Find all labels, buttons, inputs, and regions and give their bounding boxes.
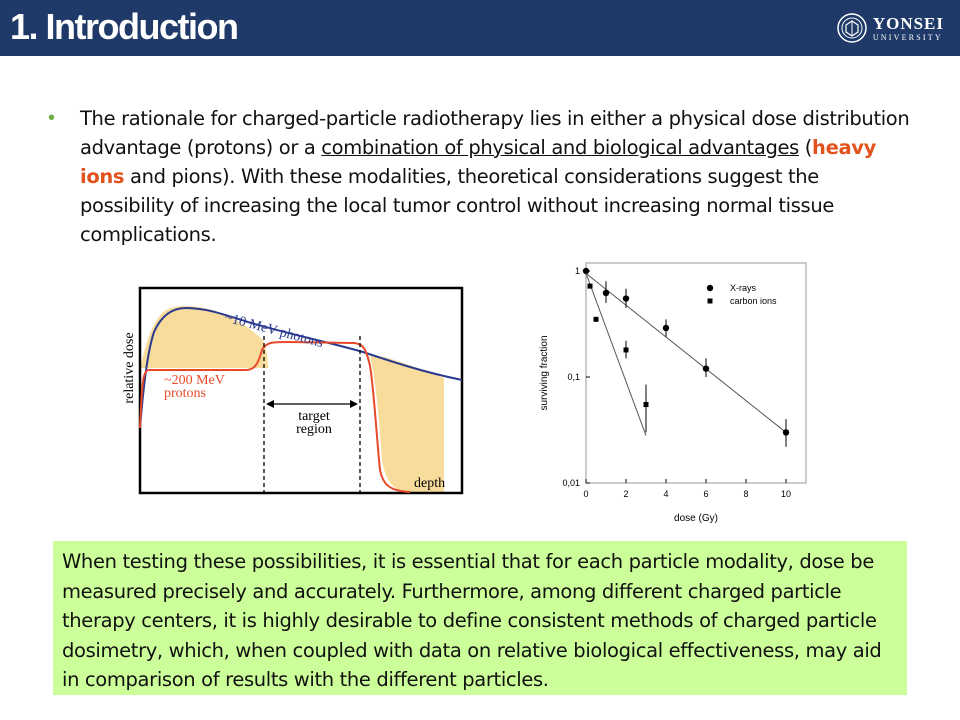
logo-subtitle: UNIVERSITY — [872, 32, 943, 42]
underlined-phrase: combination of physical and biological advantages — [321, 136, 799, 159]
carbon-ions-point — [624, 347, 629, 352]
target-label-line1: target — [298, 409, 330, 424]
xrays-point — [603, 290, 609, 296]
chart-xlabel: dose (Gy) — [674, 513, 718, 524]
proton-label-line1: ~200 MeV — [164, 373, 225, 388]
heavy-ions-highlight: heavy ions — [80, 136, 876, 188]
carbon-ions-point — [644, 402, 649, 407]
y-tick-label: 0,1 — [567, 372, 580, 382]
depth-dose-figure — [118, 280, 470, 496]
x-tick-label: 2 — [623, 489, 629, 499]
xlabel: depth — [414, 476, 446, 491]
proton-label-line2: protons — [164, 386, 206, 401]
carbon-ions-point — [588, 284, 593, 289]
xrays-point — [703, 365, 709, 371]
ylabel: relative dose — [122, 332, 137, 404]
target-label-line2: region — [296, 422, 332, 437]
bullet-text-part: ( — [798, 136, 813, 159]
xrays-point — [623, 295, 629, 301]
x-tick-label: 10 — [780, 489, 792, 499]
chart-ylabel: surviving fraction — [539, 335, 550, 411]
x-tick-label: 0 — [583, 489, 589, 499]
xrays-point — [663, 325, 669, 331]
bullet-text-part: and pions). With these modalities, theoretical considerations suggest the possibility of increasing the local tumor control without increasing normal tissue complications. — [80, 165, 834, 246]
carbon-ions-point — [594, 317, 599, 322]
x-tick-label: 4 — [663, 489, 669, 499]
logo-name: YONSEI — [872, 13, 944, 33]
xrays-point — [583, 268, 589, 274]
bullet-item — [48, 104, 918, 249]
x-tick-label: 6 — [703, 489, 709, 499]
photon-label: ~10 MeV photons — [222, 310, 325, 352]
university-seal-icon — [837, 13, 867, 43]
legend-marker-xrays — [707, 285, 713, 291]
bullet-dot-icon: • — [48, 107, 56, 129]
x-tick-label: 8 — [743, 489, 749, 499]
logo-text — [873, 15, 944, 42]
arrow-head-left-icon — [266, 400, 274, 408]
legend-marker-carbon — [708, 299, 713, 304]
survival-chart — [532, 258, 814, 530]
yonsei-logo — [837, 11, 944, 45]
slide-title: 1. Introduction — [10, 6, 238, 47]
arrow-head-right-icon — [350, 400, 358, 408]
summary-note: When testing these possibilities, it is essential that for each particle modality, dose be measured precisely and accurately. Furthermore, among different charged particle therapy centers, it is highly desirable to define consistent methods of charged particle dosimetry, which, when coupled with data on relative biological effectiveness, may aid in comparison of results with the different particles. — [53, 541, 907, 695]
bullet-text — [80, 104, 918, 249]
legend-label: carbon ions — [730, 296, 777, 306]
xrays-point — [783, 429, 789, 435]
legend-label: X-rays — [730, 283, 757, 293]
header-bar — [0, 0, 960, 56]
y-tick-label: 1 — [574, 266, 580, 276]
bullet-text-part: The rationale for charged-particle radiotherapy lies in either a physical dose distribution advantage (protons) or a — [80, 107, 910, 159]
y-tick-label: 0,01 — [562, 478, 580, 488]
